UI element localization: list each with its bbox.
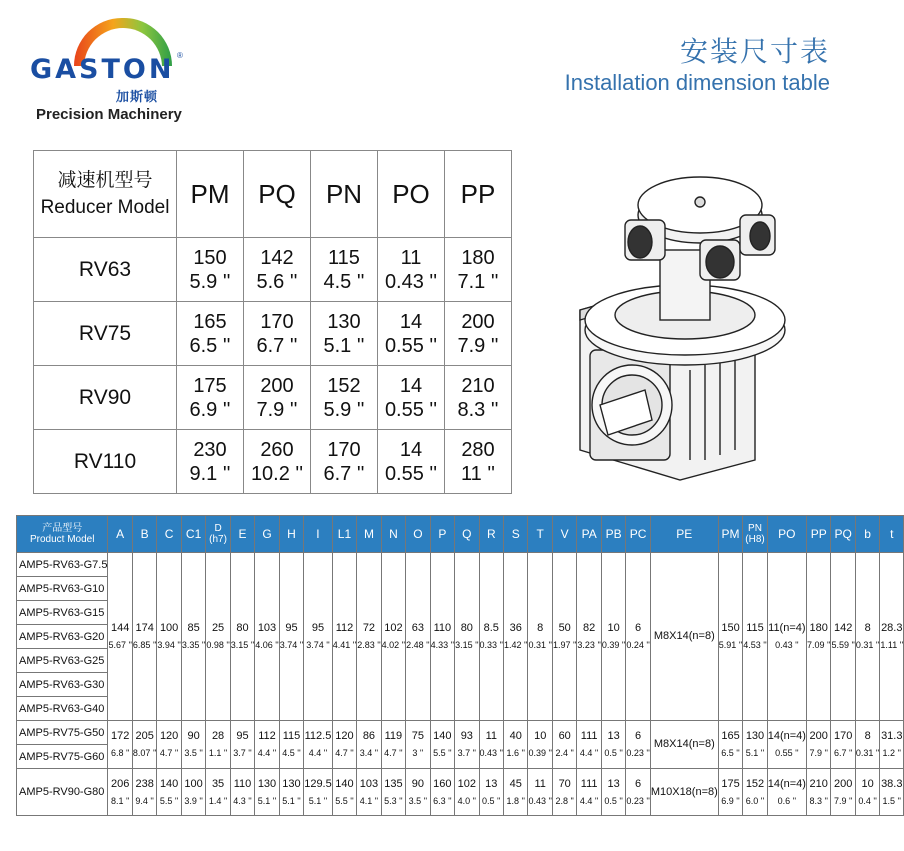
dimension-value-cell: M8X14(n=8) xyxy=(650,721,718,769)
dimension-column-header: PP xyxy=(806,516,830,553)
imperial-value: 6.5 '' xyxy=(189,334,231,357)
reducer-value-cell xyxy=(244,302,311,366)
dimension-value-cell: 111 4.4 '' xyxy=(577,769,601,816)
dimension-value-cell: 130 5.1 '' xyxy=(255,769,279,816)
product-model-cell: AMP5-RV63-G20 xyxy=(17,625,108,649)
imperial-value: 0.55 '' xyxy=(384,462,438,485)
imperial-value: 0.55 '' xyxy=(384,398,438,421)
dimension-value-cell: 8 0.31 '' xyxy=(528,553,552,721)
imperial-value: 5.9 '' xyxy=(323,398,365,421)
metric-value: 11 xyxy=(400,246,422,269)
dimension-value-cell: 38.3 1.5 '' xyxy=(880,769,904,816)
dimension-column-header: E xyxy=(230,516,254,553)
dimension-value-cell: 28.3 1.11 '' xyxy=(880,553,904,721)
dimension-value-cell: 6 0.23 '' xyxy=(626,721,650,769)
metric-value: 280 xyxy=(461,438,495,461)
dimension-column-header: PE xyxy=(650,516,718,553)
dimension-column-header: L1 xyxy=(332,516,356,553)
col-header-po: PO xyxy=(378,151,445,238)
imperial-value: 5.6 '' xyxy=(256,270,298,293)
dimension-value-cell: 160 6.3 '' xyxy=(430,769,454,816)
dimension-value-cell: 86 3.4 '' xyxy=(357,721,381,769)
dimension-value-cell: 129.5 5.1 '' xyxy=(304,769,333,816)
dimension-value-cell: 13 0.5 '' xyxy=(479,769,503,816)
imperial-value: 0.55 '' xyxy=(384,334,438,357)
dimension-value-cell: 25 0.98 '' xyxy=(206,553,230,721)
dimension-value-cell: 72 2.83 '' xyxy=(357,553,381,721)
col-header-pn: PN xyxy=(311,151,378,238)
reducer-value-cell xyxy=(378,302,445,366)
dimension-value-cell: 50 1.97 '' xyxy=(552,553,576,721)
product-model-cell: AMP5-RV63-G15 xyxy=(17,601,108,625)
dimension-value-cell: 35 1.4 '' xyxy=(206,769,230,816)
dimension-column-header: PM xyxy=(718,516,742,553)
dimension-table-header xyxy=(17,516,904,553)
imperial-value: 7.9 '' xyxy=(256,398,298,421)
reducer-model-header: 减速机型号 Reducer Model xyxy=(34,151,177,238)
reducer-value-cell xyxy=(244,238,311,302)
dimension-value-cell: 206 8.1 '' xyxy=(108,769,132,816)
dimension-column-header: PO xyxy=(767,516,806,553)
metric-value: 152 xyxy=(327,374,361,397)
reducer-dimension-table xyxy=(33,150,512,494)
metric-value: 230 xyxy=(193,438,227,461)
dimension-value-cell: 95 3.74 '' xyxy=(304,553,333,721)
dimension-column-header: PA xyxy=(577,516,601,553)
metric-value: 142 xyxy=(260,246,294,269)
col-header-pq: PQ xyxy=(244,151,311,238)
dimension-column-header: H xyxy=(279,516,303,553)
metric-value: 210 xyxy=(461,374,495,397)
dimension-value-cell: 144 5.67 '' xyxy=(108,553,132,721)
logo-wordmark: GASTON xyxy=(30,54,175,85)
reducer-model-cell: RV75 xyxy=(34,302,177,366)
reducer-value-cell xyxy=(244,366,311,430)
dimension-value-cell: 112 4.41 '' xyxy=(332,553,356,721)
dimension-column-header: B xyxy=(132,516,156,553)
dimension-value-cell: 11(n=4) 0.43 '' xyxy=(767,553,806,721)
table-row xyxy=(17,769,904,816)
dimension-column-header: M xyxy=(357,516,381,553)
dimension-value-cell: 120 4.7 '' xyxy=(332,721,356,769)
reducer-row xyxy=(34,302,512,366)
dimension-value-cell: M10X18(n=8) xyxy=(650,769,718,816)
reducer-value-cell xyxy=(445,302,512,366)
dimension-value-cell: 10 0.39 '' xyxy=(601,553,625,721)
dimension-value-cell: 13 0.5 '' xyxy=(601,769,625,816)
dimension-value-cell: 40 1.6 '' xyxy=(504,721,528,769)
dimension-value-cell: 238 9.4 '' xyxy=(132,769,156,816)
imperial-value: 11 '' xyxy=(461,462,495,485)
worm-gear-reducer-illustration xyxy=(560,160,790,490)
dimension-column-header: Q xyxy=(455,516,479,553)
dimension-value-cell: 95 3.74 '' xyxy=(279,553,303,721)
dimension-column-header: G xyxy=(255,516,279,553)
dimension-value-cell: 45 1.8 '' xyxy=(504,769,528,816)
metric-value: 165 xyxy=(193,310,227,333)
dimension-value-cell: 102 4.02 '' xyxy=(381,553,405,721)
reducer-model-cell: RV110 xyxy=(34,430,177,494)
dimension-column-header: PQ xyxy=(831,516,855,553)
dimension-column-header: D (h7) xyxy=(206,516,230,553)
dimension-value-cell: 31.3 1.2 '' xyxy=(880,721,904,769)
dimension-value-cell: 150 5.91 '' xyxy=(718,553,742,721)
imperial-value: 4.5 '' xyxy=(323,270,365,293)
metric-value: 170 xyxy=(327,438,361,461)
imperial-value: 5.9 '' xyxy=(189,270,231,293)
dimension-column-header: N xyxy=(381,516,405,553)
dimension-value-cell: 6 0.23 '' xyxy=(626,769,650,816)
product-model-cell: AMP5-RV63-G30 xyxy=(17,673,108,697)
dimension-value-cell: M8X14(n=8) xyxy=(650,553,718,721)
dimension-value-cell: 119 4.7 '' xyxy=(381,721,405,769)
dimension-value-cell: 14(n=4) 0.55 '' xyxy=(767,721,806,769)
product-model-cell: AMP5-RV63-G7.5 xyxy=(17,553,108,577)
dimension-value-cell: 103 4.1 '' xyxy=(357,769,381,816)
dimension-value-cell: 6 0.24 '' xyxy=(626,553,650,721)
dimension-value-cell: 175 6.9 '' xyxy=(718,769,742,816)
dimension-value-cell: 210 8.3 '' xyxy=(806,769,830,816)
imperial-value: 9.1 '' xyxy=(189,462,231,485)
product-model-cell: AMP5-RV63-G25 xyxy=(17,649,108,673)
dimension-value-cell: 130 5.1 '' xyxy=(743,721,767,769)
dimension-value-cell: 60 2.4 '' xyxy=(552,721,576,769)
reducer-value-cell xyxy=(378,366,445,430)
imperial-value: 5.1 '' xyxy=(323,334,365,357)
dimension-value-cell: 90 3.5 '' xyxy=(406,769,430,816)
col-header-pp: PP xyxy=(445,151,512,238)
dimension-value-cell: 8 0.31 '' xyxy=(855,553,879,721)
dimension-value-cell: 152 6.0 '' xyxy=(743,769,767,816)
metric-value: 14 xyxy=(399,374,423,397)
gaston-logo xyxy=(22,18,192,128)
dimension-value-cell: 28 1.1 '' xyxy=(206,721,230,769)
reducer-value-cell xyxy=(177,366,244,430)
imperial-value: 6.7 '' xyxy=(256,334,298,357)
dimension-value-cell: 90 3.5 '' xyxy=(181,721,205,769)
dimension-value-cell: 82 3.23 '' xyxy=(577,553,601,721)
dimension-column-header: b xyxy=(855,516,879,553)
dimension-value-cell: 80 3.15 '' xyxy=(230,553,254,721)
dimension-value-cell: 102 4.0 '' xyxy=(455,769,479,816)
product-model-cell: AMP5-RV75-G60 xyxy=(17,745,108,769)
dimension-column-header: O xyxy=(406,516,430,553)
dimension-column-header: R xyxy=(479,516,503,553)
metric-value: 130 xyxy=(327,310,361,333)
imperial-value: 8.3 '' xyxy=(457,398,499,421)
imperial-value: 0.43 '' xyxy=(384,270,438,293)
metric-value: 150 xyxy=(193,246,227,269)
product-model-cell: AMP5-RV63-G10 xyxy=(17,577,108,601)
reducer-value-cell xyxy=(378,430,445,494)
reducer-row xyxy=(34,366,512,430)
dimension-value-cell: 14(n=4) 0.6 '' xyxy=(767,769,806,816)
dimension-value-cell: 93 3.7 '' xyxy=(455,721,479,769)
metric-value: 200 xyxy=(461,310,495,333)
imperial-value: 6.9 '' xyxy=(189,398,231,421)
reducer-value-cell xyxy=(177,302,244,366)
reducer-table-header xyxy=(34,151,512,238)
dimension-value-cell: 95 3.7 '' xyxy=(230,721,254,769)
imperial-value: 7.1 '' xyxy=(457,270,499,293)
dimension-value-cell: 112 4.4 '' xyxy=(255,721,279,769)
dimension-column-header: C xyxy=(157,516,181,553)
dimension-column-header: PB xyxy=(601,516,625,553)
dimension-value-cell: 140 5.5 '' xyxy=(157,769,181,816)
col-header-pm: PM xyxy=(177,151,244,238)
dimension-value-cell: 13 0.5 '' xyxy=(601,721,625,769)
reducer-value-cell xyxy=(311,430,378,494)
table-row xyxy=(17,721,904,745)
dimension-value-cell: 135 5.3 '' xyxy=(381,769,405,816)
dimension-value-cell: 8 0.31 '' xyxy=(855,721,879,769)
dimension-value-cell: 170 6.7 '' xyxy=(831,721,855,769)
dimension-value-cell: 110 4.33 '' xyxy=(430,553,454,721)
dimension-value-cell: 70 2.8 '' xyxy=(552,769,576,816)
metric-value: 180 xyxy=(461,246,495,269)
dimension-value-cell: 130 5.1 '' xyxy=(279,769,303,816)
dimension-column-header: C1 xyxy=(181,516,205,553)
dimension-value-cell: 36 1.42 '' xyxy=(504,553,528,721)
dimension-value-cell: 142 5.59 '' xyxy=(831,553,855,721)
product-model-cell: AMP5-RV90-G80 xyxy=(17,769,108,816)
dimension-value-cell: 205 8.07 '' xyxy=(132,721,156,769)
dimension-value-cell: 140 5.5 '' xyxy=(430,721,454,769)
dimension-value-cell: 120 4.7 '' xyxy=(157,721,181,769)
dimension-value-cell: 172 6.8 '' xyxy=(108,721,132,769)
dimension-column-header: T xyxy=(528,516,552,553)
reducer-row xyxy=(34,238,512,302)
metric-value: 260 xyxy=(260,438,294,461)
product-model-cell: AMP5-RV75-G50 xyxy=(17,721,108,745)
dimension-value-cell: 75 3 '' xyxy=(406,721,430,769)
page-title-cn: 安装尺寸表 xyxy=(679,36,830,67)
reducer-value-cell xyxy=(311,302,378,366)
dimension-value-cell: 112.5 4.4 '' xyxy=(304,721,333,769)
dimension-value-cell: 10 0.39 '' xyxy=(528,721,552,769)
dimension-value-cell: 165 6.5 '' xyxy=(718,721,742,769)
table-row xyxy=(17,553,904,577)
dimension-value-cell: 200 7.9 '' xyxy=(831,769,855,816)
imperial-value: 6.7 '' xyxy=(323,462,365,485)
page-title-en: Installation dimension table xyxy=(564,70,830,95)
dimension-value-cell: 100 3.94 '' xyxy=(157,553,181,721)
metric-value: 170 xyxy=(260,310,294,333)
dimension-column-header: V xyxy=(552,516,576,553)
dimension-value-cell: 85 3.35 '' xyxy=(181,553,205,721)
dimension-column-header: A xyxy=(108,516,132,553)
dimension-value-cell: 115 4.5 '' xyxy=(279,721,303,769)
dimension-value-cell: 115 4.53 '' xyxy=(743,553,767,721)
dimension-column-header: I xyxy=(304,516,333,553)
reducer-value-cell xyxy=(244,430,311,494)
reducer-model-cell: RV90 xyxy=(34,366,177,430)
reducer-value-cell xyxy=(445,366,512,430)
dimension-column-header: P xyxy=(430,516,454,553)
reducer-value-cell xyxy=(445,238,512,302)
reducer-model-cell: RV63 xyxy=(34,238,177,302)
reducer-value-cell xyxy=(311,366,378,430)
imperial-value: 10.2 '' xyxy=(250,462,304,485)
dimension-value-cell: 111 4.4 '' xyxy=(577,721,601,769)
logo-registered-mark: ® xyxy=(177,51,183,60)
dimension-value-cell: 200 7.9 '' xyxy=(806,721,830,769)
dimension-column-header: S xyxy=(504,516,528,553)
dimension-value-cell: 8.5 0.33 '' xyxy=(479,553,503,721)
dimension-value-cell: 80 3.15 '' xyxy=(455,553,479,721)
dimension-value-cell: 180 7.09 '' xyxy=(806,553,830,721)
dimension-value-cell: 11 0.43 '' xyxy=(479,721,503,769)
dimension-column-header: PC xyxy=(626,516,650,553)
dimension-value-cell: 10 0.4 '' xyxy=(855,769,879,816)
dimension-value-cell: 140 5.5 '' xyxy=(332,769,356,816)
dimension-value-cell: 103 4.06 '' xyxy=(255,553,279,721)
dimension-value-cell: 110 4.3 '' xyxy=(230,769,254,816)
imperial-value: 7.9 '' xyxy=(457,334,499,357)
product-model-header: 产品型号 Product Model xyxy=(17,516,108,553)
reducer-value-cell xyxy=(378,238,445,302)
metric-value: 200 xyxy=(260,374,294,397)
reducer-value-cell xyxy=(445,430,512,494)
product-model-cell: AMP5-RV63-G40 xyxy=(17,697,108,721)
dimension-value-cell: 11 0.43 '' xyxy=(528,769,552,816)
dimension-column-header: PN (H8) xyxy=(743,516,767,553)
metric-value: 14 xyxy=(399,310,423,333)
logo-tagline: Precision Machinery xyxy=(36,106,182,123)
dimension-value-cell: 100 3.9 '' xyxy=(181,769,205,816)
dimension-column-header: t xyxy=(880,516,904,553)
dimension-value-cell: 63 2.48 '' xyxy=(406,553,430,721)
reducer-value-cell xyxy=(177,430,244,494)
reducer-row xyxy=(34,430,512,494)
logo-chinese-name: 加斯顿 xyxy=(116,89,159,104)
metric-value: 14 xyxy=(399,438,423,461)
installation-dimension-table xyxy=(16,515,904,816)
dimension-value-cell: 174 6.85 '' xyxy=(132,553,156,721)
reducer-value-cell xyxy=(311,238,378,302)
metric-value: 175 xyxy=(193,374,227,397)
metric-value: 115 xyxy=(328,246,360,269)
reducer-value-cell xyxy=(177,238,244,302)
